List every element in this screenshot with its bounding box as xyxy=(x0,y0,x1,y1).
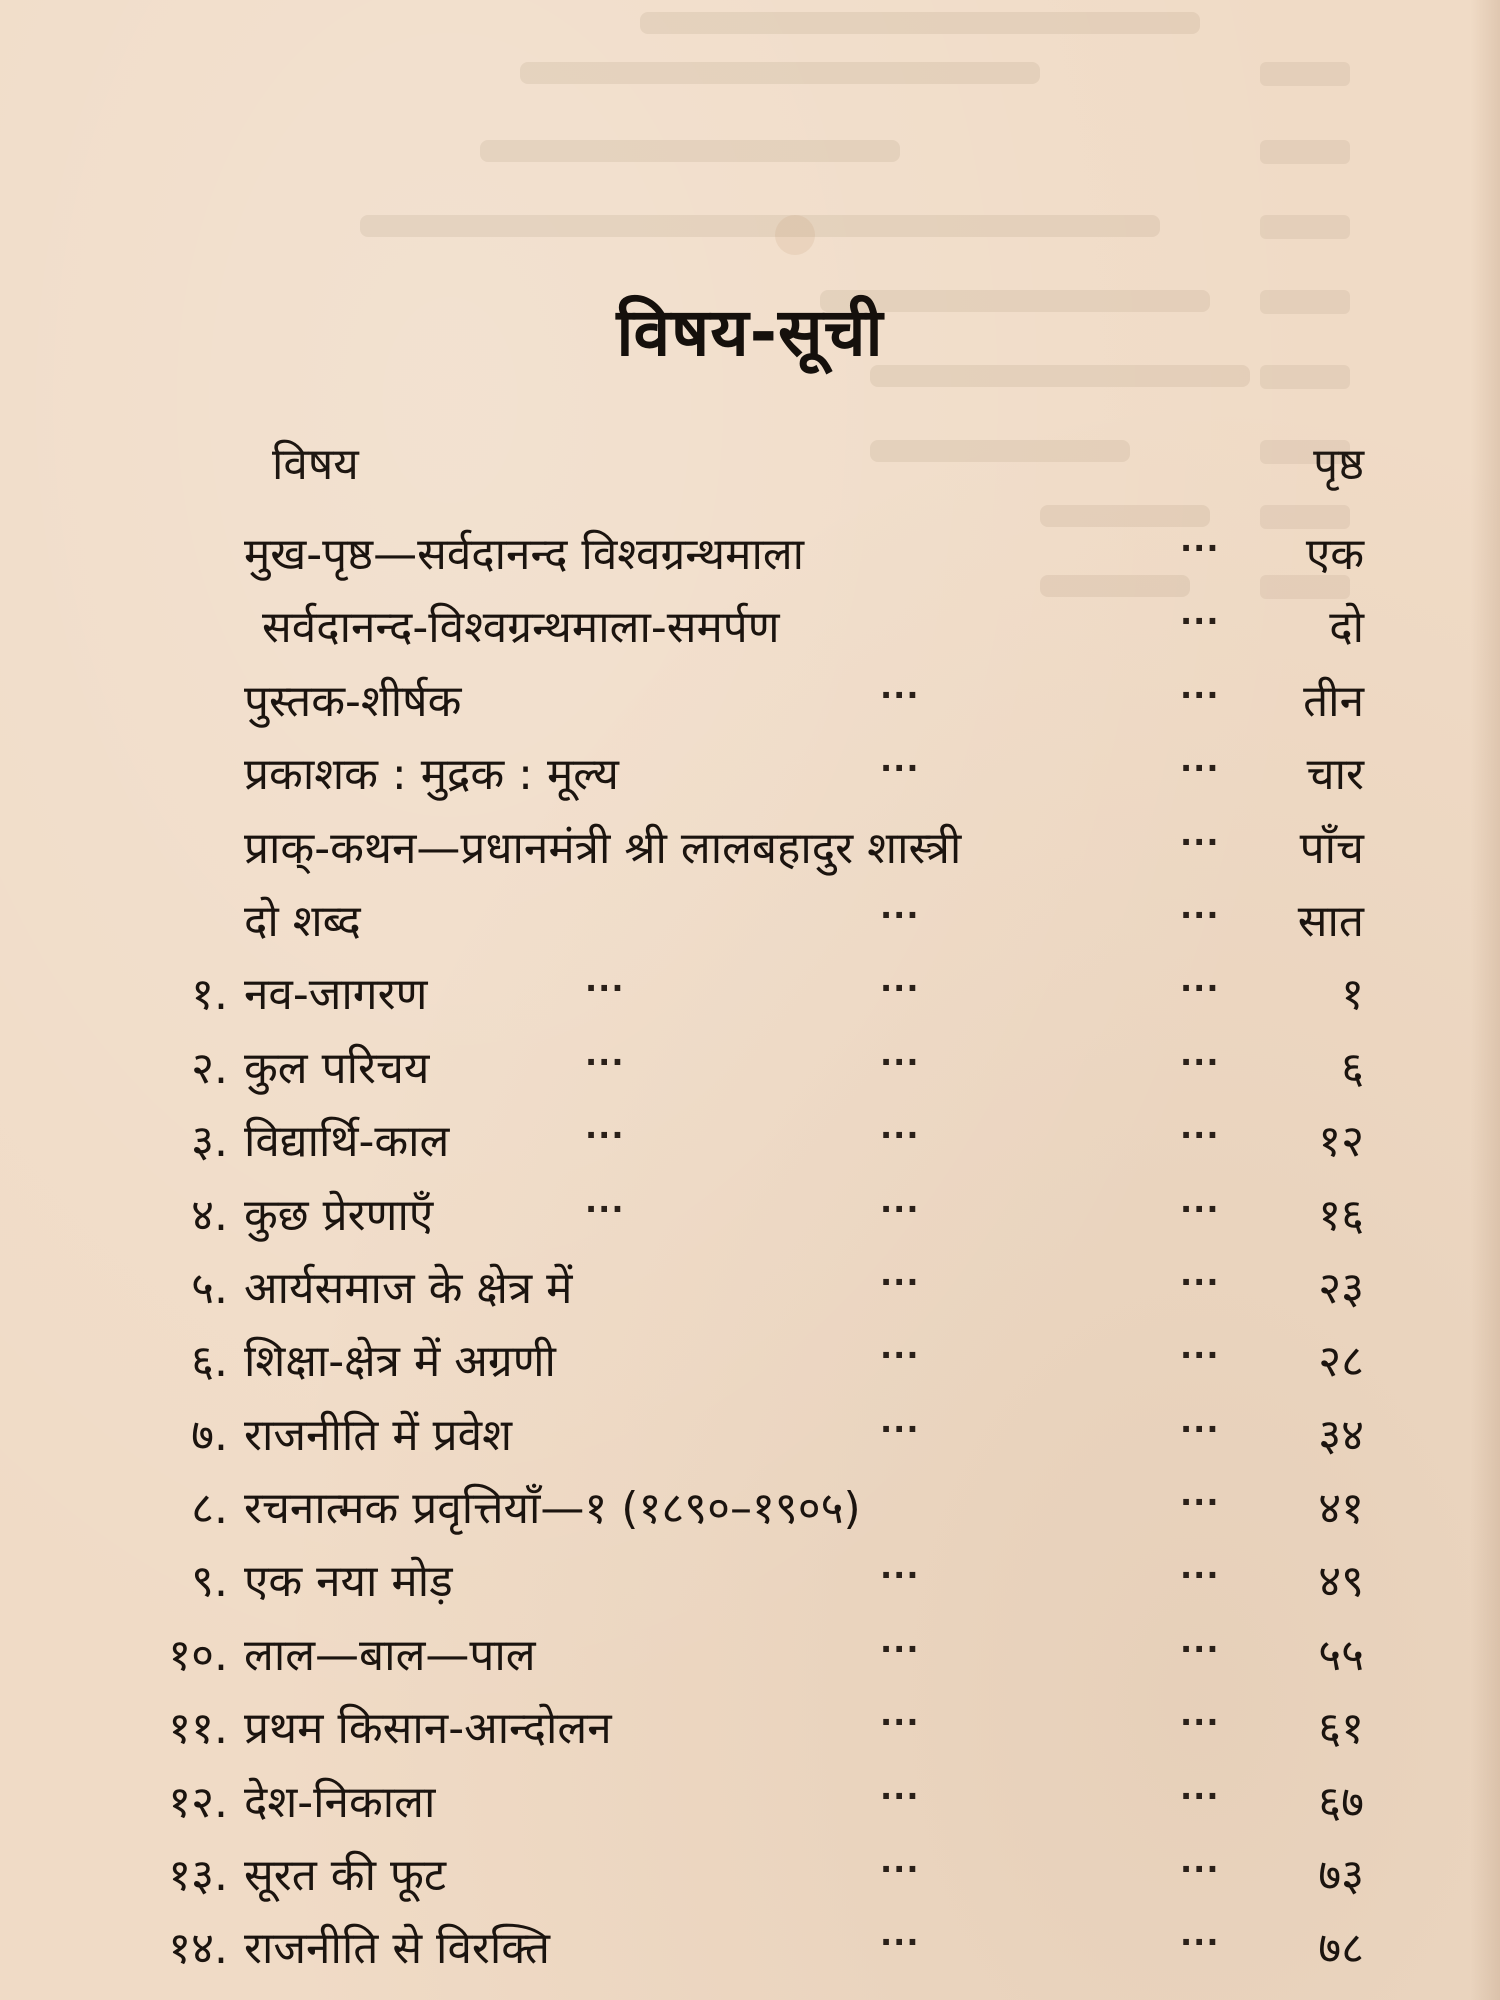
toc-entry xyxy=(0,1252,1500,1325)
dot-leader: ··· xyxy=(1180,1262,1220,1301)
toc-entry-title: एक नया मोड़ xyxy=(244,1556,453,1608)
dot-leader: ··· xyxy=(880,1703,920,1742)
dot-leader: ··· xyxy=(880,1042,920,1081)
toc-entry-page: चार xyxy=(1306,749,1364,801)
toc-entry xyxy=(0,665,1500,738)
toc-entry-number: १३. xyxy=(168,1850,228,1902)
dot-leader: ··· xyxy=(880,1776,920,1815)
dot-leader: ··· xyxy=(880,675,920,714)
toc-entry-title: लाल—बाल—पाल xyxy=(244,1629,536,1681)
dot-leader: ··· xyxy=(1180,1629,1220,1668)
toc-entry-page: ६१ xyxy=(1318,1703,1364,1755)
toc-entry-title: विद्यार्थि-काल xyxy=(244,1116,450,1168)
dot-leader: ··· xyxy=(880,749,920,788)
dot-leader: ··· xyxy=(1180,529,1220,567)
dot-leader: ··· xyxy=(880,1556,920,1595)
toc-entry-number: ९. xyxy=(191,1556,228,1608)
toc-entry xyxy=(0,1912,1500,1985)
table-of-contents xyxy=(0,518,1500,1986)
dot-leader: ··· xyxy=(880,1409,920,1448)
toc-entry xyxy=(0,1766,1500,1839)
toc-entry-title: कुछ प्रेरणाएँ xyxy=(244,1189,434,1241)
toc-entry-title: राजनीति से विरक्ति xyxy=(244,1923,550,1975)
toc-entry-number: ७. xyxy=(191,1409,228,1461)
toc-entry-title: प्रथम किसान-आन्दोलन xyxy=(244,1703,612,1755)
dot-leader: ··· xyxy=(1180,675,1220,714)
toc-entry-page: दो xyxy=(1329,602,1364,654)
toc-entry-title: नव-जागरण xyxy=(244,969,428,1021)
toc-entry-title: आर्यसमाज के क्षेत्र में xyxy=(244,1262,573,1314)
dot-leader: ··· xyxy=(1180,602,1220,641)
dot-leader: ··· xyxy=(1180,1042,1220,1081)
dot-leader: ··· xyxy=(585,969,625,1008)
dot-leader: ··· xyxy=(880,1116,920,1155)
paper-stain xyxy=(775,215,815,255)
page-title: विषय-सूची xyxy=(616,294,884,371)
dot-leader: ··· xyxy=(585,1042,625,1081)
dot-leader: ··· xyxy=(1180,1703,1220,1742)
dot-leader: ··· xyxy=(1180,1850,1220,1889)
toc-entry xyxy=(0,1179,1500,1252)
toc-entry-page: ६७ xyxy=(1318,1776,1364,1828)
dot-leader: ··· xyxy=(880,1262,920,1301)
toc-entry-title: शिक्षा-क्षेत्र में अग्रणी xyxy=(244,1336,556,1388)
toc-entry-page: १२ xyxy=(1318,1116,1364,1168)
toc-entry-page: २३ xyxy=(1318,1262,1364,1314)
toc-entry-number: १. xyxy=(191,969,228,1021)
toc-entry-page: ७८ xyxy=(1318,1923,1364,1975)
toc-entry xyxy=(0,1105,1500,1178)
toc-entry-title: रचनात्मक प्रवृत्तियाँ—१ (१८९०–१९०५) xyxy=(244,1483,861,1535)
toc-entry-title: प्राक्-कथन—प्रधानमंत्री श्री लालबहादुर शास्त्री xyxy=(244,822,962,874)
dot-leader: ··· xyxy=(1180,1116,1220,1155)
toc-entry-title: सूरत की फूट xyxy=(244,1850,447,1902)
dot-leader: ··· xyxy=(880,969,920,1008)
dot-leader: ··· xyxy=(1180,969,1220,1008)
toc-entry-page: २८ xyxy=(1318,1336,1364,1388)
toc-entry-title: देश-निकाला xyxy=(244,1776,436,1828)
toc-entry-title: कुल परिचय xyxy=(244,1042,430,1094)
dot-leader: ··· xyxy=(585,1189,625,1228)
toc-entry xyxy=(0,591,1500,664)
toc-entry xyxy=(0,1399,1500,1472)
dot-leader: ··· xyxy=(1180,1923,1220,1962)
toc-entry-number: ५. xyxy=(191,1262,228,1314)
dot-leader: ··· xyxy=(880,895,920,934)
toc-entry-number: ६. xyxy=(191,1336,228,1388)
toc-entry-page: १६ xyxy=(1318,1189,1364,1241)
toc-entry-page: ६ xyxy=(1341,1042,1364,1094)
toc-entry xyxy=(0,1692,1500,1765)
dot-leader: ··· xyxy=(880,1336,920,1375)
toc-entry-page: ५५ xyxy=(1318,1629,1364,1681)
dot-leader: ··· xyxy=(880,1189,920,1228)
toc-entry-page: तीन xyxy=(1303,675,1364,727)
toc-entry-page: ४१ xyxy=(1318,1483,1364,1535)
dot-leader: ··· xyxy=(880,1923,920,1962)
toc-entry xyxy=(0,738,1500,811)
toc-entry xyxy=(0,812,1500,885)
toc-entry xyxy=(0,1619,1500,1692)
dot-leader: ··· xyxy=(1180,1776,1220,1815)
toc-entry-number: १४. xyxy=(168,1923,228,1975)
toc-entry xyxy=(0,1545,1500,1618)
dot-leader: ··· xyxy=(1180,895,1220,934)
toc-entry-title: सर्वदानन्द-विश्वग्रन्थमाला-समर्पण xyxy=(262,602,780,654)
toc-entry xyxy=(0,1839,1500,1912)
toc-entry xyxy=(0,885,1500,958)
dot-leader: ··· xyxy=(1180,749,1220,788)
toc-entry xyxy=(0,1032,1500,1105)
dot-leader: ··· xyxy=(880,1629,920,1668)
toc-entry-title: राजनीति में प्रवेश xyxy=(244,1409,513,1461)
dot-leader: ··· xyxy=(585,1116,625,1155)
toc-entry-number: ३. xyxy=(191,1116,228,1168)
dot-leader: ··· xyxy=(1180,1483,1220,1522)
dot-leader: ··· xyxy=(1180,1336,1220,1375)
toc-entry-number: १२. xyxy=(168,1776,228,1828)
dot-leader: ··· xyxy=(1180,1409,1220,1448)
toc-entry-number: १०. xyxy=(168,1629,228,1681)
toc-entry xyxy=(0,518,1500,591)
dot-leader: ··· xyxy=(880,1850,920,1889)
toc-entry-page: ४९ xyxy=(1318,1556,1364,1608)
column-header-subject: विषय xyxy=(272,439,359,490)
toc-entry-page: १ xyxy=(1341,969,1364,1021)
toc-entry-title: प्रकाशक : मुद्रक : मूल्य xyxy=(244,749,619,801)
column-header-page: पृष्ठ xyxy=(1313,439,1364,490)
toc-entry-number: २. xyxy=(191,1042,228,1094)
toc-entry xyxy=(0,1472,1500,1545)
toc-entry-number: ११. xyxy=(168,1703,228,1755)
dot-leader: ··· xyxy=(1180,1189,1220,1228)
toc-entry-page: एक xyxy=(1305,529,1364,580)
toc-entry-page: सात xyxy=(1297,895,1364,947)
toc-entry-page: ७३ xyxy=(1318,1850,1364,1902)
toc-entry-title: पुस्तक-शीर्षक xyxy=(244,675,462,727)
dot-leader: ··· xyxy=(1180,822,1220,861)
toc-entry-page: ३४ xyxy=(1318,1409,1364,1461)
toc-entry-page: पाँच xyxy=(1299,822,1364,874)
dot-leader: ··· xyxy=(1180,1556,1220,1595)
toc-entry xyxy=(0,958,1500,1031)
toc-entry-title: दो शब्द xyxy=(244,895,361,947)
toc-entry-title: मुख-पृष्ठ—सर्वदानन्द विश्वग्रन्थमाला xyxy=(244,529,805,580)
toc-entry-number: ८. xyxy=(191,1483,228,1535)
toc-entry xyxy=(0,1325,1500,1398)
toc-entry-number: ४. xyxy=(191,1189,228,1241)
